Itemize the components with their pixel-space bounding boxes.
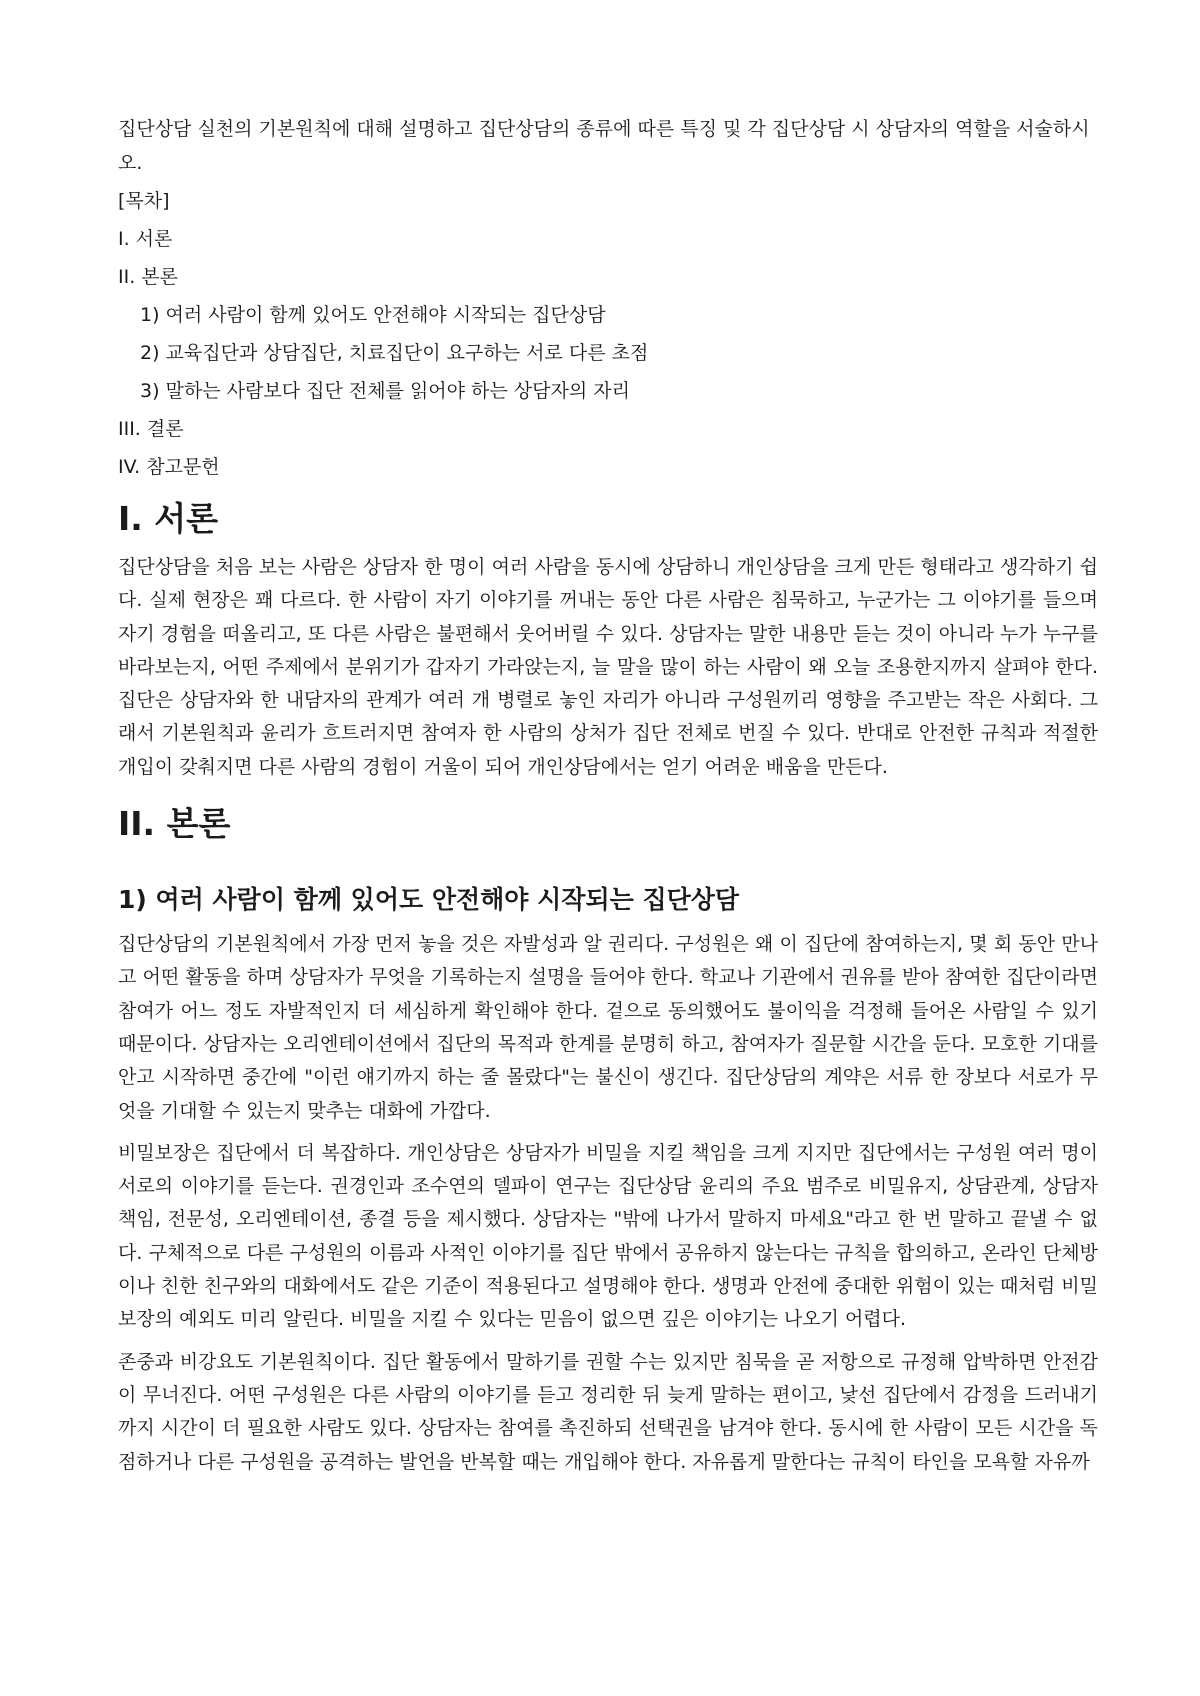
table-of-contents bbox=[118, 187, 1098, 481]
subsection-heading-1: 1) 여러 사람이 함께 있어도 안전해야 시작되는 집단상담 bbox=[118, 885, 740, 915]
toc-item: II. 본론 bbox=[118, 266, 178, 288]
toc-subitem: 1) 여러 사람이 함께 있어도 안전해야 시작되는 집단상담 bbox=[140, 304, 606, 326]
toc-item: III. 결론 bbox=[118, 418, 184, 440]
toc-subitem: 2) 교육집단과 상담집단, 치료집단이 요구하는 서로 다른 초점 bbox=[140, 342, 649, 364]
body-paragraph: 집단상담의 기본원칙에서 가장 먼저 놓을 것은 자발성과 알 권리다. 구성원은 왜 이 집단에 참여하는지, 몇 회 동안 만나고 어떤 활동을 하며 상담자가 무엇을 기록하는지 설명을 들어야 한다. 학교나 기관에서 권유를 받아 참여한 집단이라면 참여가 어느 정도 자발적인지 더 세심하게 확인해야 한다. 겉으로 동의했어도 불이익을 걱정해 들어온 사람일 수 있기 때문이다. 상담자는 오리엔테이션에서 집단의 목적과 한계를 분명히 하고, 참여자가 질문할 시간을 둔다. 모호한 기대를 안고 시작하면 중간에 "이런 얘기까지 하는 줄 몰랐다"는 불신이 생긴다. 집단상담의 계약은 서류 한 장보다 서로가 무엇을 기대할 수 있는지 맞추는 대화에 가깝다. bbox=[118, 933, 1098, 1122]
assignment-prompt: 집단상담 실천의 기본원칙에 대해 설명하고 집단상담의 종류에 따른 특징 및 각 집단상담 시 상담자의 역할을 서술하시오. bbox=[118, 118, 1090, 174]
intro-paragraph: 집단상담을 처음 보는 사람은 상담자 한 명이 여러 사람을 동시에 상담하니 개인상담을 크게 만든 형태라고 생각하기 쉽다. 실제 현장은 꽤 다르다. 한 사람이 자기 이야기를 꺼내는 동안 다른 사람은 침묵하고, 누군가는 그 이야기를 들으며 자기 경험을 떠올리고, 또 다른 사람은 불편해서 웃어버릴 수 있다. 상담자는 말한 내용만 듣는 것이 아니라 누가 누구를 바라보는지, 어떤 주제에서 분위기가 갑자기 가라앉는지, 늘 말을 많이 하는 사람이 왜 오늘 조용한지까지 살펴야 한다. 집단은 상담자와 한 내담자의 관계가 여러 개 병렬로 놓인 자리가 아니라 구성원끼리 영향을 주고받는 작은 사회다. 그래서 기본원칙과 윤리가 흐트러지면 참여자 한 사람의 상처가 집단 전체로 번질 수 있다. 반대로 안전한 규칙과 적절한 개입이 갖춰지면 다른 사람의 경험이 거울이 되어 개인상담에서는 얻기 어려운 배움을 만든다. bbox=[118, 556, 1098, 778]
body-paragraph: 존중과 비강요도 기본원칙이다. 집단 활동에서 말하기를 권할 수는 있지만 침묵을 곧 저항으로 규정해 압박하면 안전감이 무너진다. 어떤 구성원은 다른 사람의 이야기를 듣고 정리한 뒤 늦게 말하는 편이고, 낯선 집단에서 감정을 드러내기까지 시간이 더 필요한 사람도 있다. 상담자는 참여를 촉진하되 선택권을 남겨야 한다. 동시에 한 사람이 모든 시간을 독점하거나 다른 구성원을 공격하는 발언을 반복할 때는 개입해야 한다. 자유롭게 말한다는 규칙이 타인을 모욕할 자유까 bbox=[118, 1350, 1098, 1473]
section-heading-intro: I. 서론 bbox=[118, 499, 219, 538]
toc-title: [목차] bbox=[118, 190, 170, 212]
document-page bbox=[118, 112, 1098, 1488]
toc-item: IV. 참고문헌 bbox=[118, 456, 220, 478]
toc-subitem: 3) 말하는 사람보다 집단 전체를 읽어야 하는 상담자의 자리 bbox=[140, 380, 630, 402]
body-paragraph: 비밀보장은 집단에서 더 복잡하다. 개인상담은 상담자가 비밀을 지킬 책임을 크게 지지만 집단에서는 구성원 여러 명이 서로의 이야기를 듣는다. 권경인과 조수연의 델파이 연구는 집단상담 윤리의 주요 범주로 비밀유지, 상담관계, 상담자 책임, 전문성, 오리엔테이션, 종결 등을 제시했다. 상담자는 "밖에 나가서 말하지 마세요"라고 한 번 말하고 끝낼 수 없다. 구체적으로 다른 구성원의 이름과 사적인 이야기를 집단 밖에서 공유하지 않는다는 규칙을 합의하고, 온라인 단체방이나 친한 친구와의 대화에서도 같은 기준이 적용된다고 설명해야 한다. 생명과 안전에 중대한 위험이 있는 때처럼 비밀보장의 예외도 미리 알린다. 비밀을 지킬 수 있다는 믿음이 없으면 깊은 이야기는 나오기 어렵다. bbox=[118, 1141, 1098, 1331]
section-heading-body: II. 본론 bbox=[118, 804, 231, 844]
toc-item: I. 서론 bbox=[118, 228, 173, 250]
